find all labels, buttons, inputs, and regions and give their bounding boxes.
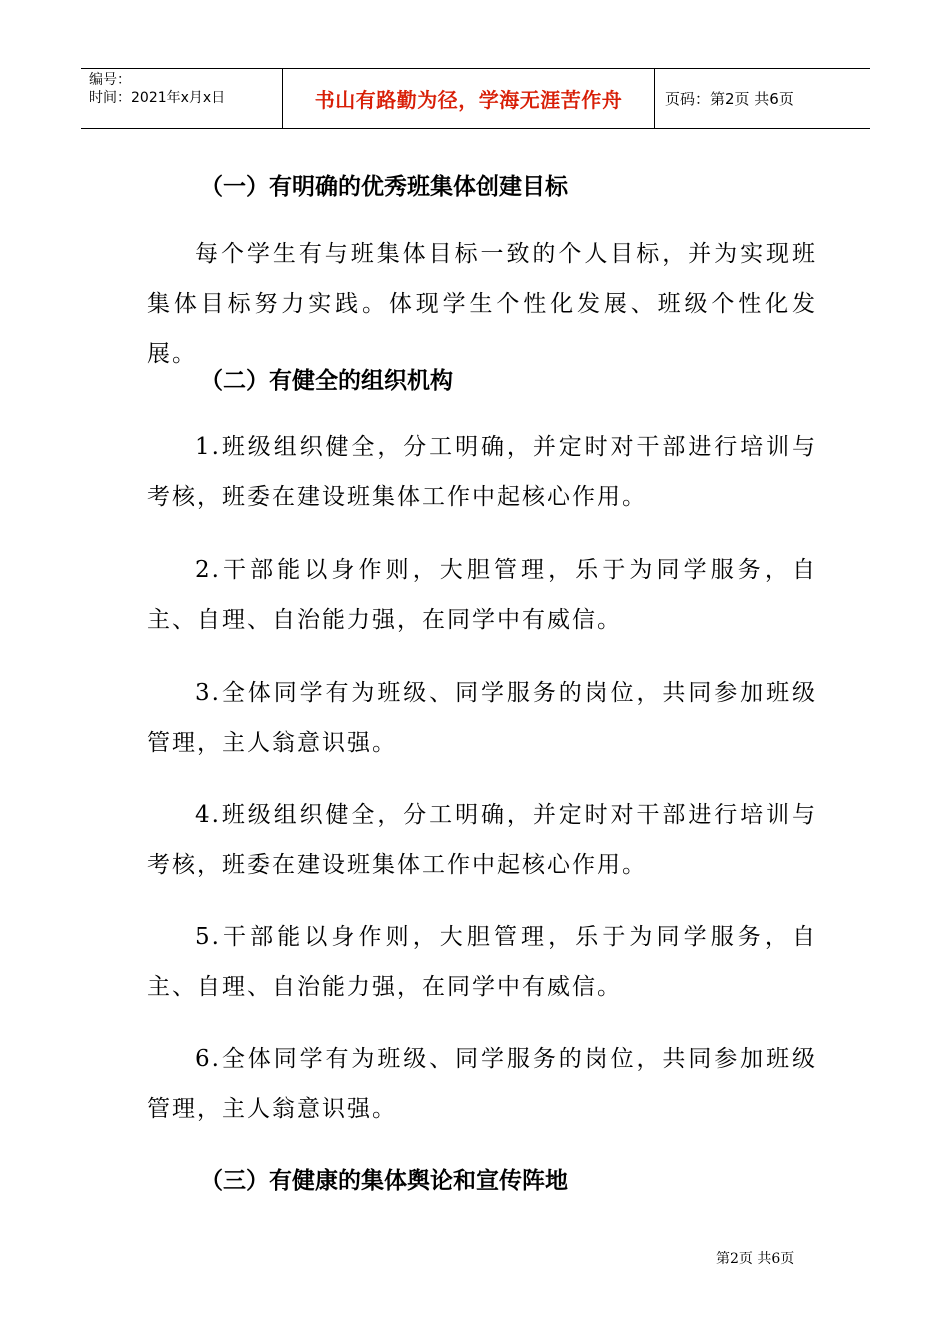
list-item-2: 2.干部能以身作则，大胆管理，乐于为同学服务，自主、自理、自治能力强，在同学中有威信。 (147, 557, 817, 633)
paragraph-goal: 每个学生有与班集体目标一致的个人目标，并为实现班集体目标努力实践。体现学生个性化发展、班级个性化发展。 (147, 241, 817, 367)
header-page-info: 页码：第2页 共6页 (665, 90, 794, 108)
section-heading-3: （三）有健康的集体舆论和宣传阵地 (200, 1168, 568, 1194)
list-item-1: 1.班级组织健全，分工明确，并定时对干部进行培训与考核，班委在建设班集体工作中起核心作用。 (147, 434, 817, 510)
section-heading-2: （二）有健全的组织机构 (200, 368, 453, 394)
header-meta (81, 69, 283, 128)
document-number-label: 编号： (89, 72, 131, 88)
document-time-label: 时间：2021年x月x日 (89, 90, 226, 106)
section-heading-1: （一）有明确的优秀班集体创建目标 (200, 174, 568, 200)
page-header (81, 68, 870, 129)
page-footer: 第2页 共6页 (716, 1251, 795, 1267)
list-item-6: 6.全体同学有为班级、同学服务的岗位，共同参加班级管理，主人翁意识强。 (147, 1046, 817, 1122)
list-item-5: 5.干部能以身作则，大胆管理，乐于为同学服务，自主、自理、自治能力强，在同学中有威信。 (147, 924, 817, 1000)
header-motto: 书山有路勤为径，学海无涯苦作舟 (283, 69, 655, 128)
list-item-4: 4.班级组织健全，分工明确，并定时对干部进行培训与考核，班委在建设班集体工作中起核心作用。 (147, 802, 817, 878)
list-item-3: 3.全体同学有为班级、同学服务的岗位，共同参加班级管理，主人翁意识强。 (147, 680, 817, 756)
